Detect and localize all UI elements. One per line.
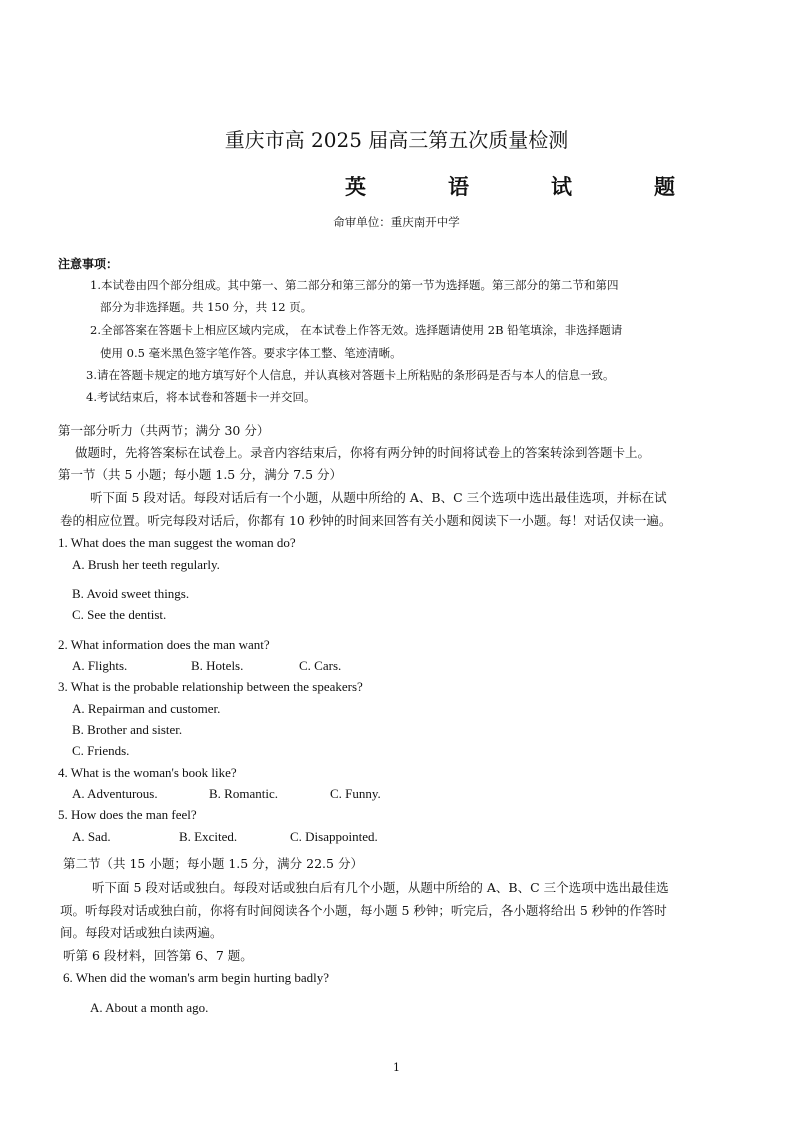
question-4-option-c: C. Funny. — [330, 786, 381, 801]
section1-intro-line-1: 听下面 5 段对话。每段对话后有一个小题，从题中所给的 A、B、C 三个选项中选出最佳选项，并标在试 — [90, 490, 667, 505]
question-5-option-a: A. Sad. — [72, 829, 111, 844]
notice-item-4: 4.考试结束后，将本试卷和答题卡一并交回。 — [86, 390, 316, 404]
notice-item-2-line-2: 使用 0.5 毫米黑色签字笔作答。要求字体工整、笔迹清晰。 — [100, 346, 402, 360]
notice-item-1-line-2: 部分为非选择题。共 150 分，共 12 页。 — [100, 300, 313, 314]
part1-intro: 做题时，先将答案标在试卷上。录音内容结束后，你将有两分钟的时间将试卷上的答案转涂到答题卡上。 — [75, 445, 651, 460]
notice-item-1-line-1: 1.本试卷由四个部分组成。其中第一、第二部分和第三部分的第一节为选择题。第三部分的第二节和第四 — [90, 278, 619, 292]
part1-heading: 第一部分听力（共两节；满分 30 分） — [58, 423, 270, 438]
question-5-option-c: C. Disappointed. — [290, 829, 378, 844]
subject-char-2: 语 — [448, 175, 469, 199]
question-4-option-b: B. Romantic. — [209, 786, 278, 801]
section2-intro-line-2: 项。听每段对话或独白前，你将有时间阅读各个小题，每小题 5 秒钟；听完后，各小题将给出 5 秒钟的作答时 — [60, 903, 667, 918]
exam-title: 重庆市高 2025 届高三第五次质量检测 — [224, 128, 569, 152]
subject-char-4: 题 — [654, 175, 675, 199]
question-5-option-b: B. Excited. — [179, 829, 238, 844]
section2-heading: 第二节（共 15 小题；每小题 1.5 分，满分 22.5 分） — [63, 856, 363, 871]
question-4-stem: 4. What is the woman's book like? — [58, 765, 237, 780]
notice-item-3: 3.请在答题卡规定的地方填写好个人信息，并认真核对答题卡上所粘贴的条形码是否与本人的信息一致。 — [86, 368, 615, 382]
page-number: 1 — [393, 1061, 400, 1074]
subject-char-1: 英 — [345, 175, 366, 199]
section2-intro-line-1: 听下面 5 段对话或独白。每段对话或独白后有几个小题，从题中所给的 A、B、C 三个选项中选出最佳选 — [92, 880, 669, 895]
author-unit: 命审单位：重庆南开中学 — [333, 215, 460, 229]
notice-item-2-line-1: 2.全部答案在答题卡上相应区域内完成， 在本试卷上作答无效。选择题请使用 2B 铅笔填涂，非选择题请 — [90, 323, 623, 337]
material-6-instruction: 听第 6 段材料，回答第 6、7 题。 — [63, 948, 253, 963]
question-1-option-b: B. Avoid sweet things. — [72, 586, 190, 601]
question-1-option-a: A. Brush her teeth regularly. — [72, 557, 220, 572]
subject-char-3: 试 — [551, 175, 572, 199]
question-3-stem: 3. What is the probable relationship between the speakers? — [58, 679, 363, 694]
question-3-option-c: C. Friends. — [72, 743, 130, 758]
question-2-option-c: C. Cars. — [299, 658, 342, 673]
question-6-stem: 6. When did the woman's arm begin hurting badly? — [63, 970, 330, 985]
question-6-option-a: A. About a month ago. — [90, 1000, 209, 1015]
section1-intro-line-2: 卷的相应位置。听完每段对话后，你都有 10 秒钟的时间来回答有关小题和阅读下一小题。每！对话仅读一遍。 — [60, 513, 672, 528]
question-5-stem: 5. How does the man feel? — [58, 807, 197, 822]
question-1-stem: 1. What does the man suggest the woman do? — [58, 535, 296, 550]
section2-intro-line-3: 间。每段对话或独白读两遍。 — [60, 925, 223, 940]
question-2-stem: 2. What information does the man want? — [58, 637, 270, 652]
notice-heading: 注意事项： — [58, 257, 119, 271]
section1-heading: 第一节（共 5 小题；每小题 1.5 分，满分 7.5 分） — [58, 467, 343, 482]
question-3-option-b: B. Brother and sister. — [72, 722, 183, 737]
question-2-option-a: A. Flights. — [72, 658, 128, 673]
question-2-option-b: B. Hotels. — [191, 658, 244, 673]
question-4-option-a: A. Adventurous. — [72, 786, 158, 801]
question-1-option-c: C. See the dentist. — [72, 607, 167, 622]
question-3-option-a: A. Repairman and customer. — [72, 701, 221, 716]
